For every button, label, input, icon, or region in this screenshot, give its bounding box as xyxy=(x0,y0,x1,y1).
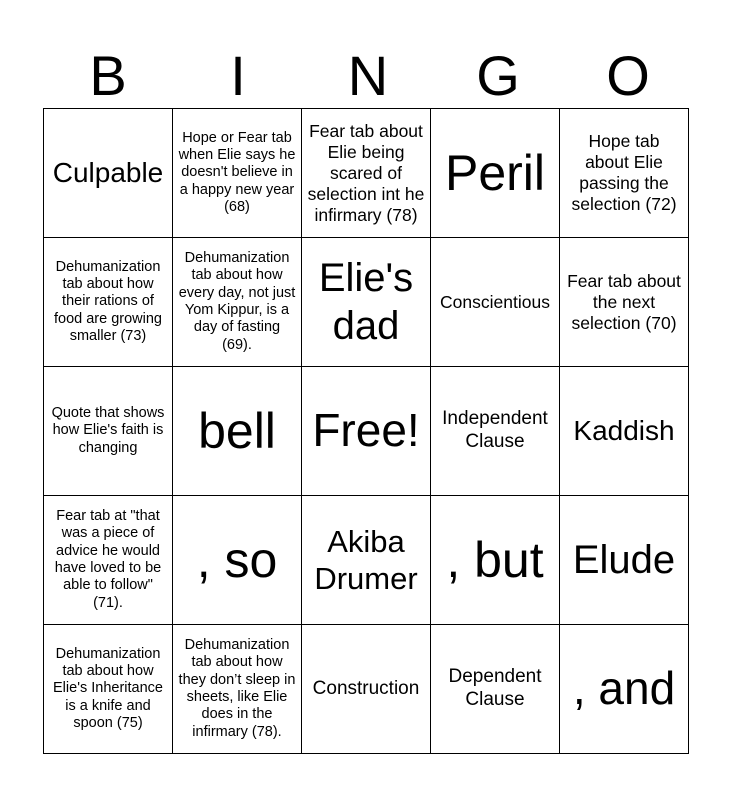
bingo-cell[interactable]: , but xyxy=(431,496,560,625)
bingo-cell[interactable]: Dependent Clause xyxy=(431,625,560,754)
header-letter-g: G xyxy=(476,44,520,107)
bingo-cell[interactable]: Fear tab about Elie being scared of selection int he infirmary (78) xyxy=(302,109,431,238)
free-space-cell[interactable]: Free! xyxy=(302,367,431,496)
bingo-cell[interactable]: Elude xyxy=(560,496,689,625)
grid-row xyxy=(44,238,689,367)
bingo-cell[interactable]: Culpable xyxy=(44,109,173,238)
header-letter-n: N xyxy=(347,44,389,107)
bingo-cell[interactable]: Construction xyxy=(302,625,431,754)
grid-row xyxy=(44,109,689,238)
grid-row xyxy=(44,367,689,496)
bingo-cell[interactable]: , and xyxy=(560,625,689,754)
bingo-grid xyxy=(43,108,689,754)
bingo-cell[interactable]: Akiba Drumer xyxy=(302,496,431,625)
bingo-cell[interactable]: Dehumanization tab about how they don’t sleep in sheets, like Elie does in the infirmary (78). xyxy=(173,625,302,754)
bingo-cell[interactable]: Dehumanization tab about how every day, not just Yom Kippur, is a day of fasting (69). xyxy=(173,238,302,367)
bingo-header xyxy=(43,44,693,108)
bingo-cell[interactable]: Elie's dad xyxy=(302,238,431,367)
header-letter-i: I xyxy=(230,44,246,107)
bingo-cell[interactable]: Kaddish xyxy=(560,367,689,496)
header-letter-b: B xyxy=(89,44,127,107)
bingo-cell[interactable]: Peril xyxy=(431,109,560,238)
bingo-cell[interactable]: Fear tab about the next selection (70) xyxy=(560,238,689,367)
bingo-cell[interactable]: Fear tab at "that was a piece of advice he would have loved to be able to follow" (71). xyxy=(44,496,173,625)
grid-row xyxy=(44,625,689,754)
bingo-cell[interactable]: Dehumanization tab about how their rations of food are growing smaller (73) xyxy=(44,238,173,367)
bingo-cell[interactable]: bell xyxy=(173,367,302,496)
grid-row xyxy=(44,496,689,625)
bingo-cell[interactable]: Independent Clause xyxy=(431,367,560,496)
bingo-cell[interactable]: Conscientious xyxy=(431,238,560,367)
bingo-cell[interactable]: Hope or Fear tab when Elie says he doesn't believe in a happy new year (68) xyxy=(173,109,302,238)
bingo-cell[interactable]: Hope tab about Elie passing the selection (72) xyxy=(560,109,689,238)
bingo-cell[interactable]: Dehumanization tab about how Elie's Inheritance is a knife and spoon (75) xyxy=(44,625,173,754)
bingo-cell[interactable]: , so xyxy=(173,496,302,625)
header-letter-o: O xyxy=(606,44,650,107)
bingo-cell[interactable]: Quote that shows how Elie's faith is changing xyxy=(44,367,173,496)
